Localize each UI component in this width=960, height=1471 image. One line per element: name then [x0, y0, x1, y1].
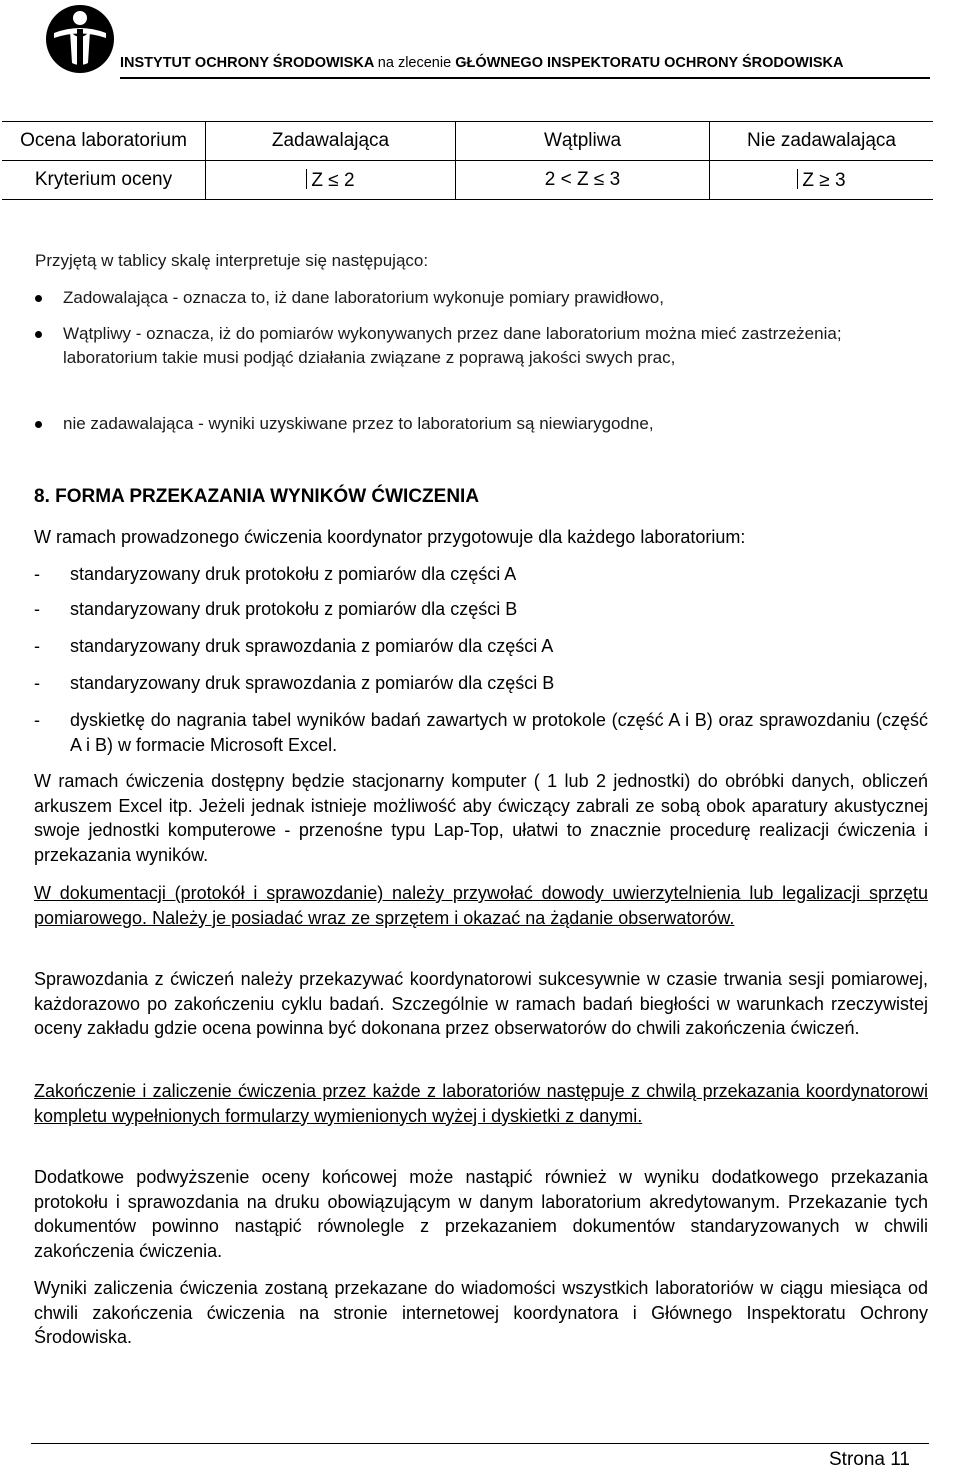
deliverables-list — [34, 562, 928, 587]
interpretation-intro: Przyjętą w tablicy skalę interpretuje się następująco: — [35, 251, 429, 270]
page-number: Strona 11 — [829, 1449, 910, 1470]
deliverables-list — [34, 634, 928, 659]
rating-table — [2, 121, 933, 200]
footer-divider — [31, 1443, 929, 1444]
list-item: Wątpliwy - oznacza, iż do pomiarów wykonywanych przez dane laboratorium można mieć zastrzeżenia; laboratorium takie musi podjąć działania związane z poprawą jakości swych prac, — [35, 322, 915, 370]
paragraph: W dokumentacji (protokół i sprawozdanie) należy przywołać dowody uwierzytelnienia lub legalizacji sprzętu pomiarowego. Należy je posiadać wraz ze sprzętem i okazać na żądanie obserwatorów. — [34, 883, 928, 928]
deliverables-list — [34, 597, 928, 622]
criterion-value: Z ≥ 3 — [802, 169, 846, 191]
table-row — [2, 161, 933, 200]
table-cell — [206, 161, 456, 200]
client-name: GŁÓWNEGO INSPEKTORATU OCHRONY ŚRODOWISKA — [455, 55, 844, 71]
list-item: - standaryzowany druk protokołu z pomiarów dla części B — [34, 599, 518, 619]
table-cell: Zadawalająca — [206, 122, 456, 161]
deliverables-list — [34, 671, 928, 696]
paragraph: Zakończenie i zaliczenie ćwiczenia przez każde z laboratoriów następuje z chwilą przekazania koordynatorowi kompletu wypełnionych formularzy wymienionych wyżej i dyskietki z danymi. — [34, 1081, 928, 1126]
section-heading: 8. FORMA PRZEKAZANIA WYNIKÓW ĆWICZENIA — [34, 486, 480, 507]
interpretation-list — [35, 286, 930, 310]
criterion-value: 2 < Z ≤ 3 — [544, 169, 621, 190]
criterion-value: Z ≤ 2 — [311, 169, 355, 191]
list-item: Zadowalająca - oznacza to, iż dane laboratorium wykonuje pomiary prawidłowo, — [35, 286, 930, 310]
interpretation-list — [35, 322, 915, 370]
table-cell: Kryterium oceny — [2, 161, 206, 200]
table-cell: Ocena laboratorium — [2, 122, 206, 161]
list-item: - standaryzowany druk protokołu z pomiarów dla części A — [34, 564, 517, 584]
deliverables-list — [34, 708, 928, 757]
list-item: - standaryzowany druk sprawozdania z pomiarów dla części B — [34, 673, 555, 693]
paragraph: W ramach ćwiczenia dostępny będzie stacjonarny komputer ( 1 lub 2 jednostki) do obróbki danych, obliczeń arkuszem Excel itp. Jeżeli jednak istnieje możliwość aby ćwiczący zabrali ze sobą obok aparatury akustycznej swoje jednostki komputerowe - przenośne typu Lap-Top, ułatwi to znacznie procedurę realizacji ćwiczenia i przekazania wyników. — [34, 771, 928, 865]
table-cell: Nie zadawalająca — [710, 122, 934, 161]
header-divider — [120, 77, 930, 79]
list-item: nie zadawalająca - wyniki uzyskiwane przez to laboratorium są niewiarygodne, — [35, 412, 930, 436]
section-intro: W ramach prowadzonego ćwiczenia koordynator przygotowuje dla każdego laboratorium: — [34, 527, 746, 547]
institute-name: INSTYTUT OCHRONY ŚRODOWISKA — [120, 55, 374, 71]
table-cell: Wątpliwa — [456, 122, 710, 161]
box-mark — [797, 169, 798, 189]
table-row — [2, 122, 933, 161]
box-mark — [306, 169, 307, 189]
interpretation-list — [35, 412, 930, 436]
table-cell — [710, 161, 934, 200]
on-behalf-text: na zlecenie — [377, 55, 452, 71]
list-item: - dyskietkę do nagrania tabel wyników badań zawartych w protokole (część A i B) oraz sprawozdaniu (część A i B) w formacie Microsoft Excel. — [34, 710, 928, 755]
list-item: - standaryzowany druk sprawozdania z pomiarów dla części A — [34, 636, 554, 656]
table-cell — [456, 161, 710, 200]
institute-emblem-icon — [44, 3, 116, 75]
paragraph: Sprawozdania z ćwiczeń należy przekazywać koordynatorowi sukcesywnie w czasie trwania sesji pomiarowej, każdorazowo po zakończeniu cyklu badań. Szczególnie w ramach badań biegłości w warunkach rzeczywistej oceny zakładu gdzie ocena powinna być dokonana przez obserwatorów do chwili zakończenia ćwiczeń. — [34, 969, 928, 1038]
paragraph: Dodatkowe podwyższenie oceny końcowej może nastąpić również w wyniku dodatkowego przekazania protokołu i sprawozdania na druku obowiązującym w danym laboratorium akredytowanym. Przekazanie tych dokumentów powinno nastąpić równolegle z przekazaniem dokumentów standaryzowanych w chwili zakończenia ćwiczenia. — [34, 1167, 928, 1261]
header-organization — [120, 55, 843, 71]
paragraph: Wyniki zaliczenia ćwiczenia zostaną przekazane do wiadomości wszystkich laboratoriów w ciągu miesiąca od chwili zakończenia ćwiczenia na stronie internetowej koordynatora i Głównego Inspektoratu Ochrony Środowiska. — [34, 1278, 928, 1347]
